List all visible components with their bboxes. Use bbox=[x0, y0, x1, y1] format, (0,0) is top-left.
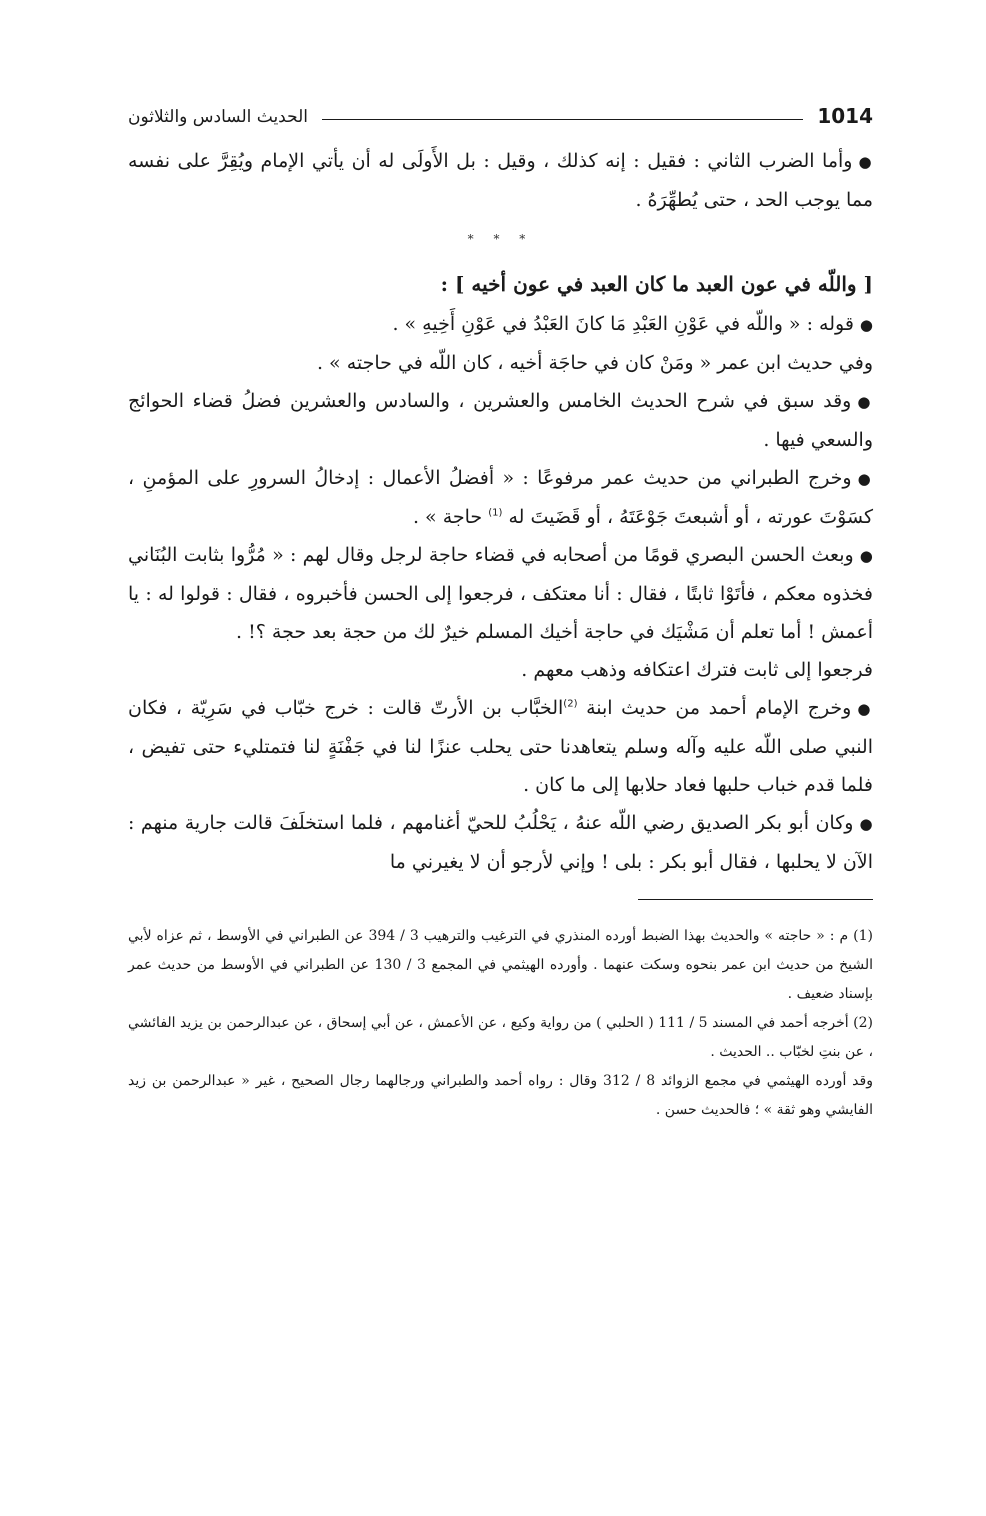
book-page bbox=[128, 92, 873, 1125]
paragraph-8: ●وخرج الإمام أحمد من حديث ابنة $^{(2)}$الخبَّاب بن الأرتّ قالت : خرج خبّاب في سَرِيّة ، فكان النبي صلى اللّه عليه وآله وسلم يتعاهدنا حتى يحلب عنزًا لنا في جَفْنَةٍ لنا فتمتليء حتى تفيض ، فلما قدم خباب حلبها فعاد حلابها إلى ما كان . bbox=[128, 697, 874, 796]
header-rule bbox=[322, 119, 803, 120]
footnote-rule bbox=[638, 899, 873, 900]
bullet-icon: ● bbox=[859, 547, 873, 565]
bullet-icon: ● bbox=[857, 700, 874, 718]
chapter-title: الحديث السادس والثلاثون bbox=[128, 107, 308, 127]
paragraph-5: ●وخرج الطبراني من حديث عمر مرفوعًا : « أفضلُ الأعمال : إدخالُ السرورِ على المؤمنِ ، كسَوْتَ عورته ، أو أشبعتَ جَوْعَتَهُ ، أو قَضَيتَ له $^{(1)}$ حاجة » . bbox=[128, 467, 874, 528]
footnote-1: (1) م : « حاجته » والحديث بهذا الضبط أورده المنذري في الترغيب والترهيب 3 / 394 عن الطبراني في الأوسط ، ثم عزاه لأبي الشيخ من حديث ابن عمر بنحوه وسكت عنهما . وأورده الهيثمي في المجمع 3 / 130 عن الطبراني في الأوسط من حديث عمر بإسناد ضعيف . bbox=[128, 928, 873, 1002]
footnote-ref-1[interactable]: (1) bbox=[488, 507, 503, 519]
bullet-icon: ● bbox=[857, 393, 873, 411]
paragraph-3: وفي حديث ابن عمر « ومَنْ كان في حاجَة أخيه ، كان اللّه في حاجته » . bbox=[316, 352, 873, 374]
bullet-icon: ● bbox=[857, 470, 874, 488]
paragraph-7: فرجعوا إلى ثابت فترك اعتكافه وذهب معهم . bbox=[521, 659, 873, 681]
paragraph-4: ●وقد سبق في شرح الحديث الخامس والعشرين ، والسادس والعشرين فضلُ قضاء الحوائج والسعي فيها . bbox=[128, 390, 873, 451]
footnotes bbox=[128, 922, 873, 1125]
paragraph-9: ●وكان أبو بكر الصديق رضي اللّه عنهُ ، يَحْلُبُ للحيّ أغنامهم ، فلما استخلَفَ قالت جارية منهم : الآن لا يحلبها ، فقال أبو بكر : بلى ! وإني لأرجو أن لا يغيرني ما bbox=[128, 812, 873, 873]
footnote-2-continued: وقد أورده الهيثمي في مجمع الزوائد 8 / 312 وقال : رواه أحمد والطبراني ورجالهما رجال الصحيح ، غير « عبدالرحمن بن زيد الفايشي وهو ثقة » ؛ فالحديث حسن . bbox=[128, 1073, 873, 1118]
paragraph-1: ●وأما الضرب الثاني : فقيل : إنه كذلك ، وقيل : بل الأَولَى له أن يأتي الإمام ويُقِرَّ على نفسه مما يوجب الحد ، حتى يُطهِّرَهُ . bbox=[128, 150, 873, 211]
paragraph-6: ●وبعث الحسن البصري قومًا من أصحابه في قضاء حاجة لرجل وقال لهم : « مُرُّوا بثابت البُنَاني فخذوه معكم ، فأتَوْا ثابتًا ، فقال : أنا معتكف ، فرجعوا إلى الحسن فأخبروه ، فقال : قولوا له : يا أعمش ! أما تعلم أن مَشْيَك في حاجة أخيك المسلم خيرٌ لك من حجة بعد حجة ؟! . bbox=[128, 544, 873, 643]
footnote-2: (2) أخرجه أحمد في المسند 5 / 111 ( الحلبي ) من رواية وكيع ، عن الأعمش ، عن أبي إسحاق ، عن عبدالرحمن بن يزيد الفائشي ، عن بنتِ لخبّاب .. الحديث . bbox=[128, 1015, 873, 1060]
bullet-icon: ● bbox=[858, 153, 873, 171]
bullet-icon: ● bbox=[859, 815, 873, 833]
bullet-icon: ● bbox=[859, 316, 873, 334]
section-heading: [ واللّه في عون العبد ما كان العبد في عون أخيه ] : bbox=[440, 272, 873, 296]
paragraph-2: ●قوله : « واللّه في عَوْنِ العَبْدِ مَا كانَ العَبْدُ في عَوْنِ أَخِيهِ » . bbox=[392, 313, 873, 335]
running-header bbox=[128, 92, 873, 128]
section-separator: * * * bbox=[467, 232, 534, 246]
page-number: 1014 bbox=[817, 104, 873, 128]
main-text bbox=[128, 142, 873, 881]
footnote-ref-2[interactable]: (2) bbox=[563, 698, 578, 710]
